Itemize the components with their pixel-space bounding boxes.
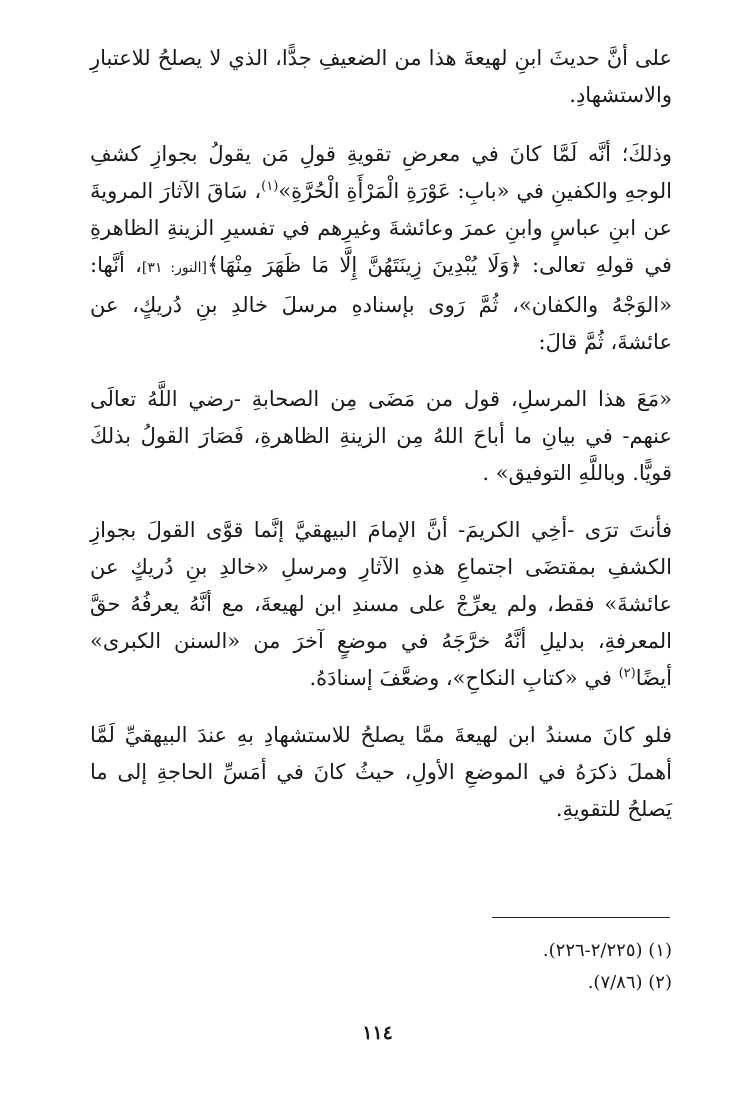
quote-open-mark: « — [659, 387, 672, 411]
paragraph-4-head: فأنتَ ترَى -أخِي الكريمَ- أنَّ الإمامَ البيهقيَّ إنَّما قوَّى القولَ بجوازِ الكشفِ بمقتضَى اجتماعِ هذهِ الآثارِ ومرسلِ «خالدِ بنِ دُريكٍ عن عائشةَ» فقط، ولم يعرِّجْ على مسندِ ابن لهيعةَ، مع أنَّهُ يعرفُهُ حقَّ المعرفةِ، بدليلِ أنَّهُ خرَّجَهُ في موضعٍ آخرَ من «السنن الكبرى» أيضًا — [90, 518, 672, 690]
paragraph-5: فلو كانَ مسندُ ابن لهيعةَ ممَّا يصلحُ للاستشهادِ بهِ عندَ البيهقيِّ لَمَّا أهملَ ذكرَهُ في الموضعِ الأولِ، حيثُ كانَ في أمَسِّ الحاجةِ إلى ما يَصلحُ للتقويةِ. — [90, 723, 672, 821]
page-body — [90, 40, 672, 848]
footnotes — [90, 935, 672, 999]
quran-reference: [النور: ٣١] — [141, 260, 207, 276]
paragraph-4 — [90, 512, 672, 697]
paragraph-2 — [90, 136, 672, 361]
footnote-marker-2[interactable]: (٢) — [618, 666, 636, 681]
footnote-1: (١) (٢/٢٢٥-٢٢٦). — [542, 940, 672, 961]
paragraph-2-end: ، أنَّها: «الوَجْهُ والكفان»، ثُمَّ رَوى بإسنادهِ مرسلَ خالدِ بنِ دُريكٍ، عن عائشةَ، ثُمَّ قالَ: — [90, 253, 672, 354]
footnote-divider — [492, 917, 670, 918]
paragraph-3-text: مَعَ هذا المرسلِ، قول من مَضَى مِن الصحابةِ -رضي اللَّهُ تعالَى عنهم- في بيانِ ما أباحَ اللهُ مِن الزينةِ الظاهرةِ، فَصَارَ القولُ بذلكَ قويًّا. وباللَّهِ التوفيق» . — [90, 387, 672, 485]
footnote-2: (٢) (٧/٨٦). — [587, 972, 672, 993]
paragraph-3-quote — [90, 381, 672, 492]
paragraph-2-tail: ، سَاقَ الآثارَ المرويةَ عن ابنِ عباسٍ وابنِ عمرَ وعائشةَ وغيرِهم في تفسيرِ الزينةِ الظاهرةِ في قولهِ تعالى: ﴿وَلَا يُبْدِينَ زِينَتَهُنَّ إِلَّا مَا ظَهَرَ مِنْهَا﴾ — [90, 179, 672, 277]
paragraph-1: على أنَّ حديثَ ابنِ لهيعةَ هذا من الضعيفِ جدًّا، الذي لا يصلحُ للاعتبارِ والاستشهادِ. — [90, 46, 672, 107]
footnote-marker-1[interactable]: (١) — [261, 179, 279, 194]
paragraph-2-head: وذلكَ؛ أنَّه لَمَّا كانَ في معرضِ تقويةِ قولِ مَن يقولُ بجوازِ كشفِ الوجهِ والكفينِ في «بابِ: عَوْرَةِ الْمَرْأَةِ الْحُرَّةِ» — [90, 142, 672, 203]
paragraph-4-tail: في «كتابِ النكاحِ»، وضعَّفَ إسنادَهُ. — [309, 666, 619, 690]
page-number: ١١٤ — [362, 1022, 393, 1044]
